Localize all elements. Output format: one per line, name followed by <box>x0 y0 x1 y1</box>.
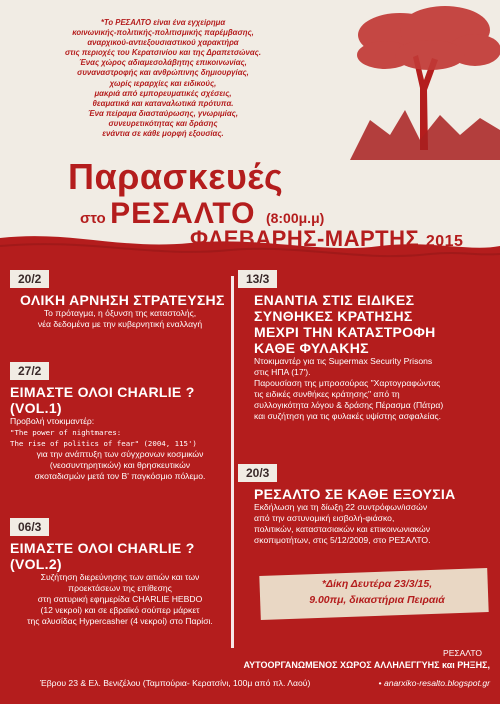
event-heading: ΚΑΘΕ ΦΥΛΑΚΗΣ <box>254 340 369 356</box>
event-body-line: (νεοσυντηρητικών) και θρησκευτικών <box>49 460 191 470</box>
tree-illustration <box>330 0 500 160</box>
title-time: (8:00μ.μ) <box>265 210 325 226</box>
event-date: 13/3 <box>238 270 277 288</box>
event-heading: ΕΙΜΑΣΤΕ ΟΛΟΙ CHARLIE ? <box>10 384 195 400</box>
intro-line: Ένας χώρος αδιαμεσολάβητης επικοινωνίας, <box>79 58 247 68</box>
event-body-line: Ντοκιμαντέρ για τις Supermax Security Prisons <box>254 356 433 366</box>
event-body-line: σκοταδισμών μετά τον Β' παγκόσμιο πόλεμο. <box>34 471 206 481</box>
intro-line: χωρίς ιεραρχίες και ειδικούς, <box>109 78 217 88</box>
event-heading: ΡΕΣΑΛΤΟ ΣΕ ΚΑΘΕ ΕΞΟΥΣΙΑ <box>254 486 456 502</box>
intro-line: κοινωνικής-πολιτικής-πολιτισμικής παρέμβασης, <box>72 28 254 38</box>
event-body-line: της αλυσίδας Hypercasher (4 νεκροί) στο Παρίσι. <box>27 616 213 626</box>
event-body-line: νέα δεδομένα με την κυβερνητική εναλλαγή <box>37 319 203 329</box>
event-body-line: από την αστυνομική εισβολή-φιάσκο, <box>254 513 395 523</box>
intro-line: αναρχικού-αντιεξουσιαστικού χαρακτήρα <box>87 38 239 48</box>
event-body-line: Συζήτηση διερεύνησης των αιτιών και των <box>40 572 200 582</box>
intro-line: συναναστροφής και ανθρώπινης δημιουργίας, <box>77 68 249 78</box>
event-body-line: προεκτάσεων της επίθεσης <box>68 583 172 593</box>
event-heading: (VOL.1) <box>10 400 62 416</box>
event-body-line: για την ανάπτυξη των σύγχρονων κοσμικών <box>36 449 204 459</box>
event-heading: ΕΝΑΝΤΙΑ ΣΤΙΣ ΕΙΔΙΚΕΣ <box>254 292 415 308</box>
footer-name: ΡΕΣΑΛΤΟ <box>443 648 482 658</box>
event-block <box>10 518 230 627</box>
event-block <box>10 362 230 482</box>
intro-line: συνευρετικότητας και δράσης <box>108 118 218 128</box>
year-label: 2015 <box>425 233 464 250</box>
event-body-line: τις ειδικές συνθήκες κράτησης" από τη <box>254 389 400 399</box>
trial-line: *Δίκη Δευτέρα 23/3/15, <box>321 578 433 590</box>
event-date: 06/3 <box>10 518 49 536</box>
event-heading: (VOL.2) <box>10 556 62 572</box>
event-body-line: Παρουσίαση της μπροσούρας "Χαρτογραφώντας <box>254 378 441 388</box>
intro-line: μακριά από εμπορευματικές σχέσεις, <box>94 88 232 98</box>
title-resalto: ΡΕΣΑΛΤΟ <box>110 197 256 230</box>
event-body-line: (12 νεκροί) και σε εβραϊκό σούπερ μάρκετ <box>40 605 200 615</box>
event-body-line: Το πρόταγμα, η όξυνση της καταστολής, <box>43 308 197 318</box>
months-label: ΦΛΕΒΑΡΗΣ-ΜΑΡΤΗΣ <box>190 226 420 251</box>
event-block <box>238 464 493 546</box>
event-date: 20/2 <box>10 270 49 288</box>
footer-subtitle: ΑΥΤΟΟΡΓΑΝΩΜΕΝΟΣ ΧΩΡΟΣ ΑΛΛΗΛΕΓΓΥΗΣ και ΡΗΞΗΣ, <box>243 660 490 670</box>
event-body-line: σκοπιμοτήτων, στις 5/12/2009, στο ΡΕΣΑΛΤΟ. <box>254 535 431 545</box>
event-body-line: "The power of nightmares: <box>10 428 122 437</box>
intro-line: ενάντια σε κάθε μορφή εξουσίας. <box>102 129 224 139</box>
intro-text <box>28 18 298 139</box>
event-heading: ΣΥΝΘΗΚΕΣ ΚΡΑΤΗΣΗΣ <box>254 308 413 324</box>
event-heading: ΕΙΜΑΣΤΕ ΟΛΟΙ CHARLIE ? <box>10 540 195 556</box>
intro-line: στις περιοχές του Κερατσινίου και της Δραπετσώνας. <box>64 48 261 58</box>
event-date: 20/3 <box>238 464 277 482</box>
event-body-line: πολιτικών, καταστασιακών και επικοινωνιακών <box>254 524 431 534</box>
event-date: 27/2 <box>10 362 49 380</box>
intro-line: *Το ΡΕΣΑΛΤΟ είναι ένα εγχείρημα <box>100 18 226 27</box>
title-sto: στο <box>80 210 106 227</box>
event-block <box>10 270 230 330</box>
event-heading: ΟΛΙΚΗ ΑΡΝΗΣΗ ΣΤΡΑΤΕΥΣΗΣ <box>20 292 225 308</box>
event-body-line: συλλογικότητα λόγου & δράσης Πέρασμα (Πάτρα) <box>254 400 444 410</box>
title-fridays: Παρασκευές <box>68 156 284 197</box>
footer-address: Έβρου 23 & Ελ. Βενιζέλου (Ταμπούρια- Κερατσίνι, 100μ από πλ. Λαού) <box>40 678 311 688</box>
trial-banner-text <box>272 576 482 608</box>
event-body-line: στη σατυρική εφημερίδα CHARLIE HEBDO <box>37 594 203 604</box>
footer-blog-link[interactable]: • anarxiko-resalto.blogspot.gr <box>378 678 490 688</box>
title-months <box>190 226 463 252</box>
event-body-line: The rise of politics of fear" (2004, 115') <box>10 439 197 448</box>
event-body-line: Προβολή ντοκιμαντέρ: <box>10 416 95 426</box>
event-heading: ΜΕΧΡΙ ΤΗΝ ΚΑΤΑΣΤΡΟΦΗ <box>254 324 436 340</box>
intro-line: Ένα πείραμα διασταύρωσης, γνωριμίας, <box>88 108 238 118</box>
event-body-line: Εκδήλωση για τη δίωξη 22 συντρόφων/ισσών <box>254 502 428 512</box>
column-divider <box>231 276 234 648</box>
event-body-line: στις ΗΠΑ (17'). <box>254 367 311 377</box>
intro-line: θεαματικά και καταναλωτικά πρότυπα. <box>92 98 234 108</box>
event-block <box>238 270 493 422</box>
event-body-line: και συζήτηση για τις φυλακές υψίστης ασφαλείας. <box>254 411 442 421</box>
trial-line: 9.00πμ, δικαστήρια Πειραιά <box>309 594 445 606</box>
